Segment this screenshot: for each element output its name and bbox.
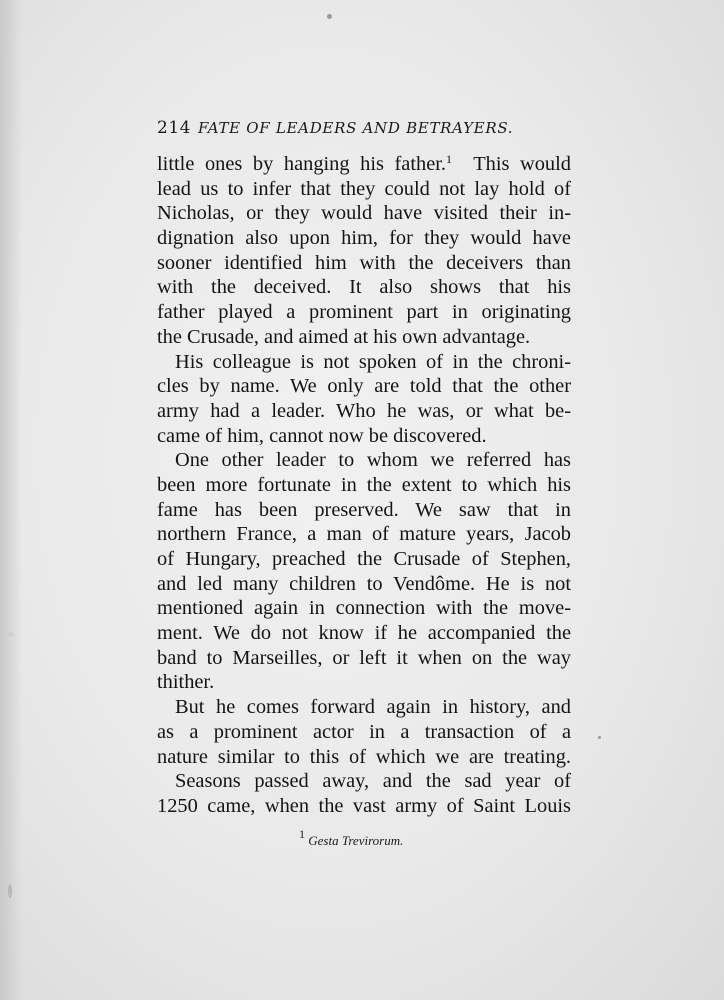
text-line: nature similar to this of which we are treating. <box>157 745 571 768</box>
running-title: FATE OF LEADERS AND BETRAYERS. <box>197 119 514 137</box>
text-line <box>157 152 571 177</box>
text-line: But he comes forward again in history, and <box>175 696 571 719</box>
page-number: 214 <box>157 118 191 138</box>
text-line: Nicholas, or they would have visited their in- <box>157 202 571 225</box>
footnote <box>299 827 404 849</box>
body-text <box>157 152 571 819</box>
text-line: dignation also upon him, for they would have <box>157 227 571 250</box>
text-line: and led many children to Vendôme. He is not <box>157 572 571 595</box>
text-line: with the deceived. It also shows that his <box>157 276 571 299</box>
text-line: been more fortunate in the extent to which his <box>157 473 571 496</box>
text-line: sooner identified him with the deceivers than <box>157 251 571 274</box>
text-line: ment. We do not know if he accompanied the <box>157 622 571 645</box>
page-header <box>157 118 577 140</box>
text-line: came of him, cannot now be discovered. <box>157 424 487 447</box>
text-line: cles by name. We only are told that the other <box>157 375 571 398</box>
footnote-marker: 1 <box>299 827 305 841</box>
paper-speck <box>8 884 12 898</box>
footnote-text: Gesta Trevirorum. <box>308 833 404 848</box>
text-line: One other leader to whom we referred has <box>175 449 571 472</box>
text-line-part: little ones by hanging his father. <box>157 153 447 175</box>
text-line: mentioned again in connection with the move- <box>157 597 571 620</box>
text-line-part: This would <box>473 153 571 175</box>
text-line: father played a prominent part in originating <box>157 301 571 324</box>
paper-speck <box>4 632 14 637</box>
text-line: His colleague is not spoken of in the chroni- <box>175 350 571 373</box>
text-line: northern France, a man of mature years, Jacob <box>157 523 571 546</box>
text-line: as a prominent actor in a transaction of a <box>157 720 571 743</box>
text-line: thither. <box>157 671 215 694</box>
text-line: the Crusade, and aimed at his own advantage. <box>157 325 531 348</box>
text-line: army had a leader. Who he was, or what be- <box>157 399 571 422</box>
footnote-ref: 1 <box>446 152 453 166</box>
text-line: 1250 came, when the vast army of Saint Louis <box>157 794 571 817</box>
text-line: Seasons passed away, and the sad year of <box>175 770 571 793</box>
text-line: band to Marseilles, or left it when on the way <box>157 646 571 669</box>
text-line: of Hungary, preached the Crusade of Stephen, <box>157 548 571 570</box>
text-line: fame has been preserved. We saw that in <box>157 498 571 521</box>
page-edge-shadow <box>0 0 22 1000</box>
text-line: lead us to infer that they could not lay hold of <box>157 177 571 200</box>
paper-speck <box>598 736 601 739</box>
paper-speck <box>327 14 332 19</box>
